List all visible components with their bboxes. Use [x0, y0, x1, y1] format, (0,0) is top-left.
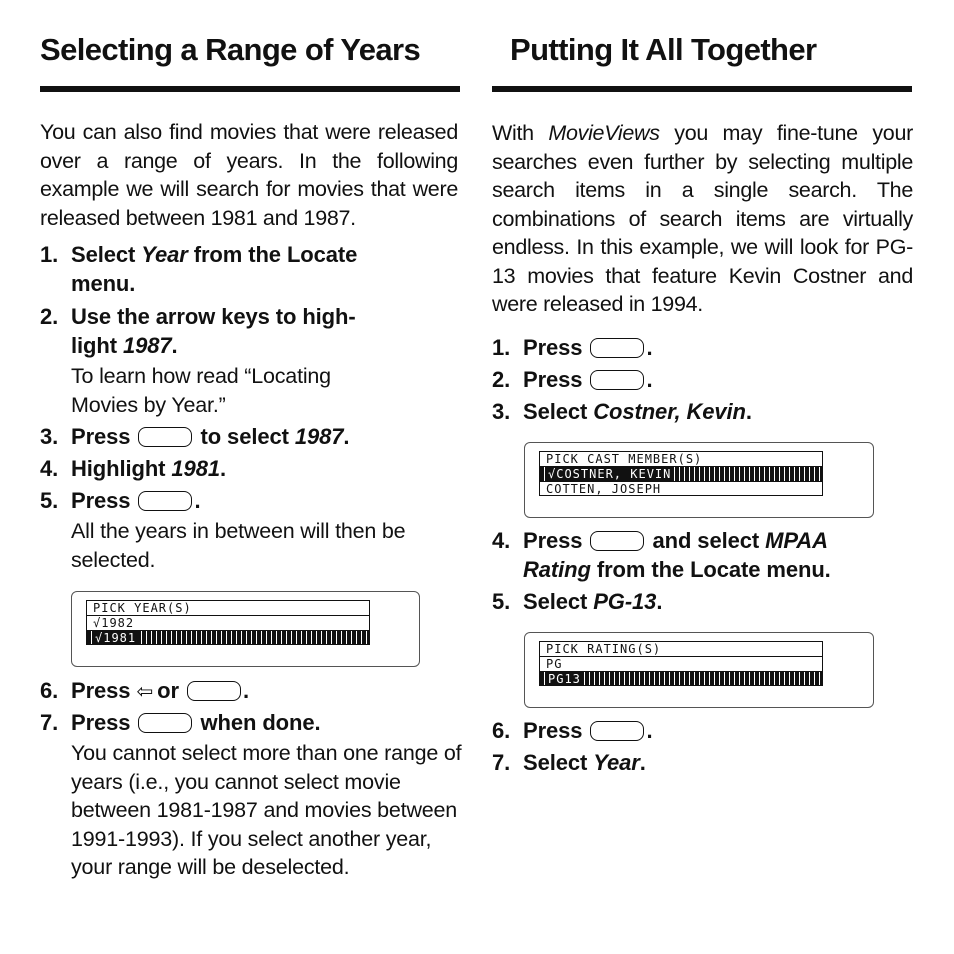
lcd-row: COTTEN, JOSEPH	[539, 481, 823, 496]
lcd-row: PICK YEAR(S)	[86, 600, 370, 615]
right-step-3: 3. Select Costner, Kevin.	[492, 399, 752, 424]
right-title: Putting It All Together	[510, 32, 817, 67]
key-icon	[138, 427, 192, 447]
left-title: Selecting a Range of Years	[40, 32, 421, 67]
lcd-row-highlighted: PG13	[539, 671, 823, 686]
right-step-6: 6. Press .	[492, 718, 653, 743]
left-step-7-note: You cannot select more than one range of years (i.e., you cannot select movie between 1981-1987 and movies between 1991-1993). If you select another year, your range will be deselected.	[71, 741, 462, 879]
left-step-5: 5. Press .	[40, 488, 201, 513]
key-icon	[590, 721, 644, 741]
lcd-row: PG	[539, 656, 823, 671]
left-step-5-note: All the years in between will then be selected.	[71, 519, 406, 572]
right-step-7: 7. Select Year.	[492, 750, 646, 775]
key-icon	[590, 338, 644, 358]
right-step-1: 1. Press .	[492, 335, 653, 360]
key-icon	[590, 531, 644, 551]
key-icon	[138, 491, 192, 511]
lcd-pick-rating	[524, 632, 874, 708]
lcd-pick-year	[71, 591, 420, 667]
left-step-7: 7. Press when done.	[40, 710, 321, 735]
left-step-3: 3. Press to select 1987.	[40, 424, 350, 449]
lcd-row: PICK RATING(S)	[539, 641, 823, 656]
left-step-2-note: To learn how read “Locating Movies by Year.”	[71, 364, 331, 417]
right-title-rule	[492, 86, 912, 92]
right-step-4: 4. Press and select MPAA Rating from the Locate menu.	[492, 528, 831, 582]
lcd-pick-cast-member	[524, 442, 874, 518]
key-icon	[187, 681, 241, 701]
left-step-6: 6. Press ⇦ or .	[40, 676, 249, 707]
left-step-4: 4. Highlight 1981.	[40, 456, 226, 481]
right-step-5: 5. Select PG-13.	[492, 589, 663, 614]
key-icon	[590, 370, 644, 390]
lcd-row: √1982	[86, 615, 370, 630]
lcd-row: PICK CAST MEMBER(S)	[539, 451, 823, 466]
key-icon	[138, 713, 192, 733]
lcd-row-highlighted: √1981	[86, 630, 370, 645]
left-step-2: 2. Use the arrow keys to high- light 1987.	[40, 304, 356, 358]
left-title-rule	[40, 86, 460, 92]
lcd-row-highlighted: √COSTNER, KEVIN	[539, 466, 823, 481]
back-arrow-icon: ⇦	[136, 681, 154, 703]
right-step-2: 2. Press .	[492, 367, 653, 392]
left-intro: You can also find movies that were released over a range of years. In the following example we will search for movies that were released between 1981 and 1987.	[40, 120, 458, 230]
left-step-1: 1. Select Year from the Locate menu.	[40, 242, 358, 296]
right-intro: With MovieViews you may fine-tune your searches even further by selecting multiple search items in a single search. The combinations of search items are virtually endless. In this example, we will look for PG-13 movies that feature Kevin Costner and were released in 1994.	[492, 121, 913, 316]
